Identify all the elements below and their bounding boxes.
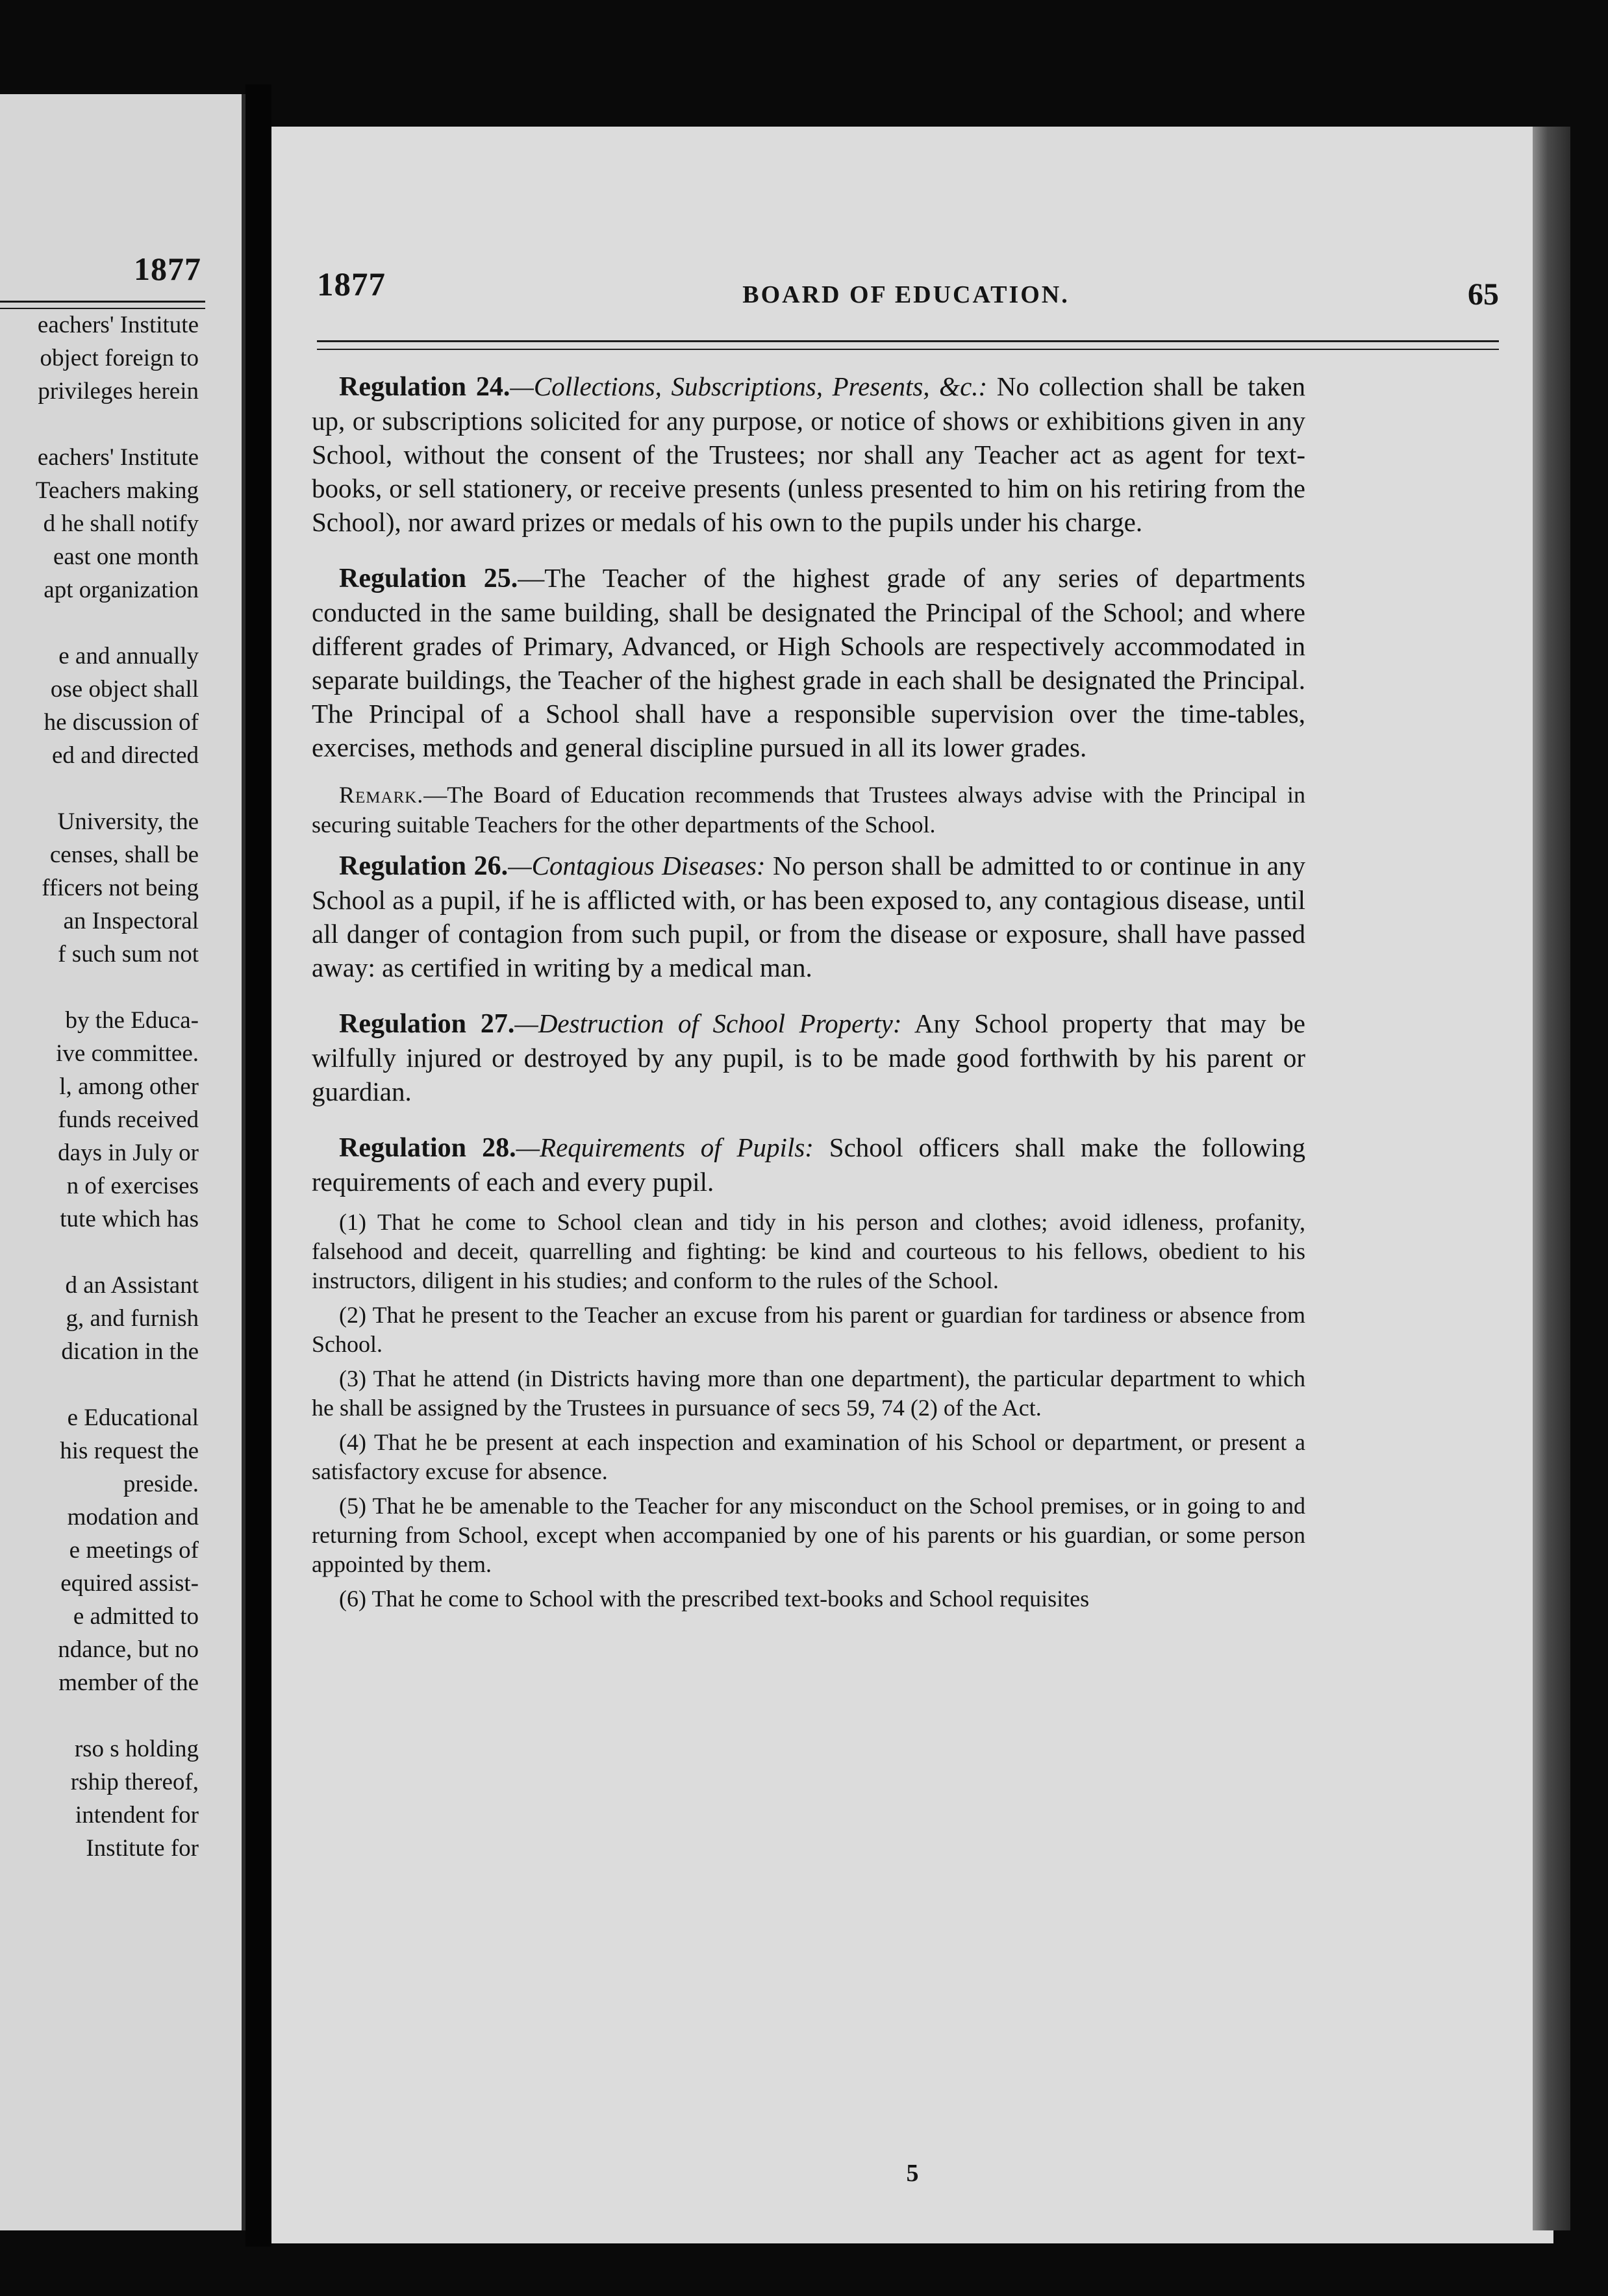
- left-header-rule: [0, 301, 205, 303]
- left-page-line: intendent for: [75, 1802, 199, 1828]
- left-page-line: ive committee.: [56, 1040, 199, 1067]
- left-page-line: l, among other: [59, 1073, 199, 1100]
- regulation-heading: Regulation 26.: [339, 851, 509, 881]
- regulation-text: No collection shall be taken up, or subscriptions solicited for any purpose, or notice of shows or exhibitions given in any School, without the consent of the Trustees; nor shall any Teacher act as agent for text-books, or sell stationery, or receive presents (unless presented to him on his retiring from the School), nor award prizes or medals of his own to the pupils under his charge.: [312, 371, 1306, 537]
- left-page-line: equired assist-: [60, 1570, 199, 1597]
- left-page-line: eachers' Institute: [37, 312, 199, 338]
- requirements-list: [312, 1208, 1305, 1614]
- left-page-line: Teachers making: [35, 477, 199, 504]
- left-page-line: fficers not being: [42, 875, 199, 901]
- left-page-line: he discussion of: [44, 709, 199, 736]
- regulation-27: [312, 1006, 1305, 1108]
- left-page-line: d an Assistant: [65, 1272, 199, 1299]
- regulation-subtitle: —Collections, Subscriptions, Presents, &c.:: [510, 371, 988, 401]
- regulation-28: [312, 1130, 1305, 1199]
- left-page-line: east one month: [53, 543, 199, 570]
- regulation-heading: Regulation 25.: [339, 564, 518, 593]
- left-page-line: his request the: [60, 1438, 199, 1464]
- left-page-line: rship thereof,: [70, 1769, 199, 1795]
- remark-text: —The Board of Education recommends that Trustees always advise with the Principal in securing suitable Teachers for the other departments of the School.: [312, 782, 1305, 838]
- running-head: [317, 266, 1499, 312]
- left-page-line: Institute for: [86, 1835, 199, 1862]
- list-item: (6) That he come to School with the prescribed text-books and School requisites: [339, 1586, 1090, 1612]
- regulation-26: [312, 849, 1305, 984]
- left-page-line: d he shall notify: [43, 510, 199, 537]
- left-page-line: [36, 971, 199, 1004]
- left-page-line: ed and directed: [52, 742, 199, 769]
- left-page-line: censes, shall be: [49, 842, 199, 868]
- list-item: (1) That he come to School clean and tidy in his person and clothes; avoid idleness, profanity, falsehood and deceit, quarrelling and fighting: be kind and courteous to his fellows, obedient to his instructors, diligent in his studies; and conform to the rules of the School.: [312, 1209, 1305, 1293]
- list-item: (4) That he be present at each inspection and examination of his School or department, or present a satisfactory excuse for absence.: [312, 1429, 1305, 1484]
- left-page-line: e meetings of: [69, 1537, 199, 1564]
- page-number: 65: [1468, 277, 1499, 312]
- page-edge: [1533, 127, 1570, 2230]
- left-page-line: e admitted to: [73, 1603, 199, 1630]
- header-title: BOARD OF EDUCATION.: [742, 281, 1070, 308]
- left-facing-page: [0, 94, 245, 2230]
- header-year: 1877: [317, 267, 386, 303]
- left-page-line: g, and furnish: [66, 1305, 199, 1332]
- list-item: (3) That he attend (in Districts having more than one department), the particular department to which he shall be assigned by the Trustees in pursuance of secs 59, 74 (2) of the Act.: [312, 1366, 1305, 1421]
- regulation-heading: Regulation 27.: [339, 1009, 515, 1039]
- list-item: (2) That he present to the Teacher an excuse from his parent or guardian for tardiness or absence from School.: [312, 1302, 1305, 1357]
- main-page: [271, 127, 1553, 2243]
- left-page-line: [36, 1368, 199, 1401]
- left-page-line: ose object shall: [50, 676, 199, 703]
- regulation-text: —The Teacher of the highest grade of any series of departments conducted in the same building, shall be designated the Principal of the School; and where different grades of Primary, Advanced, or High Schools are respectively accommodated in separate buildings, the Teacher of the highest grade in each shall be designated the Principal. The Principal of a School shall have a responsible supervision over the time-tables, exercises, methods and general discipline pursued in all its lower grades.: [312, 563, 1305, 762]
- regulation-text: No person shall be admitted to or continue in any School as a pupil, if he is afflicted with, or has been exposed to, any contagious disease, until all danger of contagion from such pupil, or from the disease or exposure, shall have passed away: as certified in writing by a medical man.: [312, 851, 1305, 982]
- left-page-line: f such sum not: [58, 941, 199, 967]
- left-page-text: [36, 308, 199, 1865]
- left-page-line: apt organization: [44, 577, 199, 603]
- left-page-line: rso s holding: [74, 1736, 199, 1762]
- left-page-line: privileges herein: [38, 378, 199, 405]
- left-page-line: [36, 1236, 199, 1269]
- left-page-line: by the Educa-: [65, 1007, 199, 1034]
- left-page-line: n of exercises: [66, 1173, 199, 1199]
- page-body: [312, 347, 1305, 1619]
- regulation-25: [312, 561, 1305, 764]
- regulation-subtitle: —Destruction of School Property:: [514, 1008, 902, 1038]
- left-page-line: funds received: [58, 1106, 199, 1133]
- regulation-heading: Regulation 28.: [339, 1133, 516, 1163]
- left-page-line: preside.: [123, 1471, 199, 1497]
- left-page-line: e Educational: [67, 1404, 199, 1431]
- left-page-year: 1877: [134, 251, 201, 287]
- left-page-line: days in July or: [58, 1140, 199, 1166]
- left-page-line: tute which has: [60, 1206, 199, 1232]
- left-page-line: object foreign to: [40, 345, 199, 371]
- regulation-text: Any School property that may be wilfully injured or destroyed by any pupil, is to be made good forthwith by his parent or guardian.: [312, 1008, 1305, 1106]
- left-page-line: dication in the: [61, 1338, 199, 1365]
- regulation-text: School officers shall make the following requirements of each and every pupil.: [312, 1132, 1306, 1197]
- signature-mark: 5: [906, 2160, 919, 2187]
- regulation-24: [312, 369, 1305, 539]
- left-page-line: modation and: [67, 1504, 199, 1530]
- left-page-line: eachers' Institute: [37, 444, 199, 471]
- left-page-line: member of the: [58, 1669, 199, 1696]
- list-item: (5) That he be amenable to the Teacher for any misconduct on the School premises, or in going to and returning from School, except when accompanied by one of his parents or his guardian, or some person appointed by them.: [312, 1493, 1305, 1577]
- remark-label: Remark.: [339, 782, 424, 808]
- regulation-heading: Regulation 24.: [339, 372, 510, 402]
- left-page-line: [36, 1699, 199, 1732]
- left-page-line: e and annually: [58, 643, 199, 669]
- left-page-line: University, the: [57, 808, 199, 835]
- regulation-subtitle: —Contagious Diseases:: [508, 851, 766, 880]
- left-page-line: [36, 408, 199, 441]
- book-gutter: [245, 84, 271, 2247]
- regulation-subtitle: —Requirements of Pupils:: [516, 1132, 814, 1162]
- left-page-line: [36, 772, 199, 805]
- left-page-line: [36, 606, 199, 640]
- header-rule: [317, 340, 1499, 342]
- remark-note: [312, 780, 1305, 840]
- left-page-line: an Inspectoral: [63, 908, 199, 934]
- left-page-line: ndance, but no: [58, 1636, 199, 1663]
